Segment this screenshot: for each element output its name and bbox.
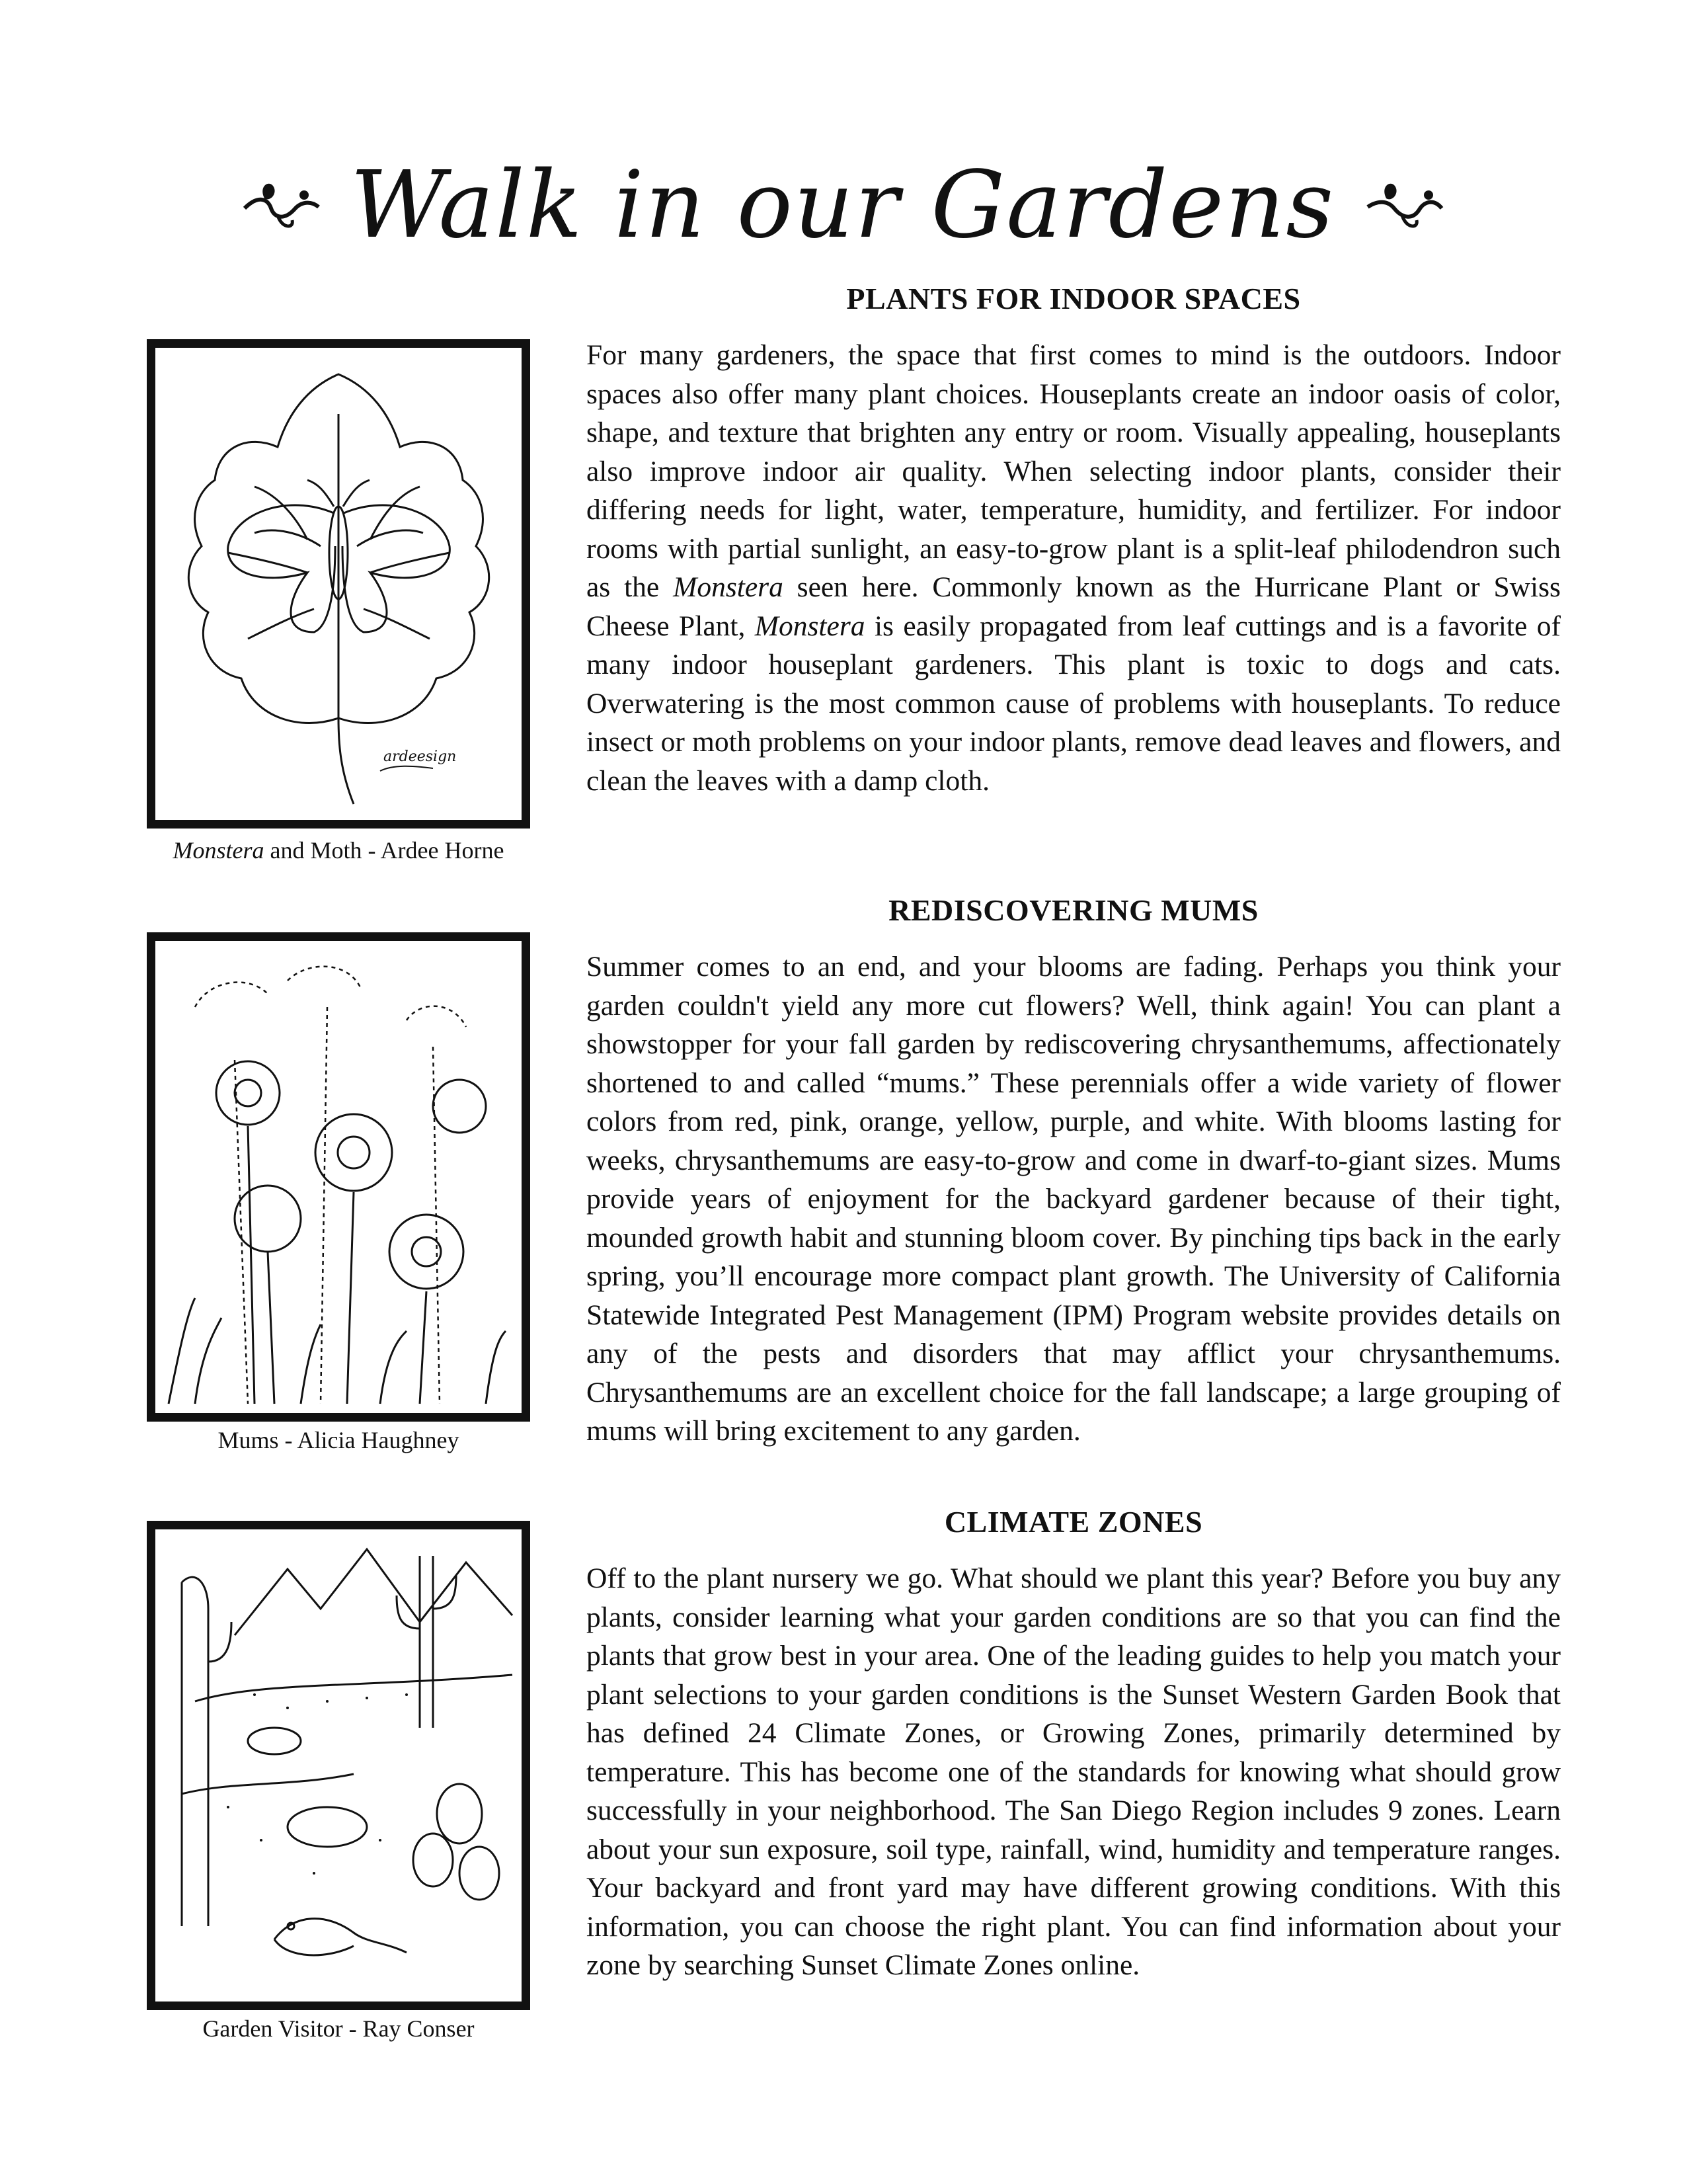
section-indoor-plants — [586, 281, 1561, 800]
caption-monstera-em: Monstera — [173, 837, 264, 864]
indoor-em-2: Monstera — [754, 610, 865, 642]
caption-garden-visitor: Garden Visitor - Ray Conser — [202, 2015, 475, 2042]
indoor-text-1: For many gardeners, the space that first comes to mind is the outdoors. Indoor spaces also offer many plant choices. Houseplants create an indoor oasis of color, shape, and texture that brighten any entry or room. Visually appealing, houseplants also improve indoor air quality. When selecting indoor plants, consider their differing needs for light, water, temperature, humidity, and fertilizer. For indoor rooms with partial sunlight, an easy-to-grow plant is a split-leaf philodendron such as the — [586, 339, 1561, 603]
monstera-moth-illustration — [147, 339, 530, 829]
indoor-text-3: is easily propagated from leaf cuttings and is a favorite of many indoor houseplant gardeners. This plant is toxic to dogs and cats. Overwatering is the most common cause of problems with houseplants. To reduce insect or moth problems on your indoor plants, remove dead leaves and flowers, and clean the leaves with a damp cloth. — [586, 610, 1561, 797]
artist-signature: ardeesign — [383, 748, 457, 765]
page-header — [0, 119, 1685, 291]
chrysanthemum-flowers-icon — [155, 941, 522, 1413]
indoor-text-2: seen here. Commonly known as the Hurricane Plant or Swiss Cheese Plant, — [586, 571, 1561, 642]
caption-monstera-rest: and Moth - Ardee Horne — [264, 837, 504, 864]
flourish-right-icon — [1361, 169, 1447, 241]
section-body-indoor — [586, 336, 1561, 800]
flourish-left-icon — [238, 169, 324, 241]
monstera-leaf-icon — [155, 348, 522, 820]
indoor-em-1: Monstera — [673, 571, 783, 603]
desert-landscape-icon — [155, 1529, 522, 2002]
section-body-mums: Summer comes to an end, and your blooms are fading. Perhaps you think your garden couldn't yield any more cut flowers? Well, think again! You can plant a showstopper for your fall garden by rediscovering chrysanthemums, affectionately shortened to and called “mums.” These perennials offer a wide variety of flower colors from red, pink, orange, yellow, purple, and white. With blooms lasting for weeks, chrysanthemums are easy-to-grow and come in dwarf-to-giant sizes. Mums provide years of enjoyment for the backyard gardener because of their tight, mounded growth habit and stunning bloom cover. By pinching tips back in the early spring, you’ll encourage more compact plant growth. The University of California Statewide Integrated Pest Management (IPM) Program website provides details on any of the pests and disorders that may afflict your chrysanthemums. Chrysanthemums are an excellent choice for the fall landscape; a large grouping of mums will bring excitement to any garden. — [586, 951, 1561, 1447]
mums-illustration — [147, 932, 530, 1422]
section-mums — [586, 893, 1561, 1451]
section-heading-mums: REDISCOVERING MUMS — [888, 893, 1259, 927]
section-body-climate: Off to the plant nursery we go. What should we plant this year? Before you buy any plants, consider learning what your garden conditions are so that you can find the plants that grow best in your area. One of the leading guides to help you match your plant selections to your garden conditions is the Sunset Western Garden Book that has defined 24 Climate Zones, or Growing Zones, primarily determined by temperature. This has become one of the standards for knowing what should grow successfully in your neighborhood. The San Diego Region includes 9 zones. Learn about your sun exposure, soil type, rainfall, wind, humidity and temperature ranges. Your backyard and front yard may have different growing conditions. With this information, you can choose the right plant. You can find information about your zone by searching Sunset Climate Zones online. — [586, 1562, 1561, 1981]
section-heading-climate: CLIMATE ZONES — [944, 1505, 1203, 1539]
section-climate-zones — [586, 1504, 1561, 1985]
garden-visitor-illustration — [147, 1521, 530, 2010]
caption-mums: Mums - Alicia Haughney — [217, 1427, 459, 1453]
section-heading-indoor: PLANTS FOR INDOOR SPACES — [846, 282, 1301, 315]
page-title: Walk in our Gardens — [350, 151, 1335, 259]
caption-monstera — [127, 836, 550, 864]
